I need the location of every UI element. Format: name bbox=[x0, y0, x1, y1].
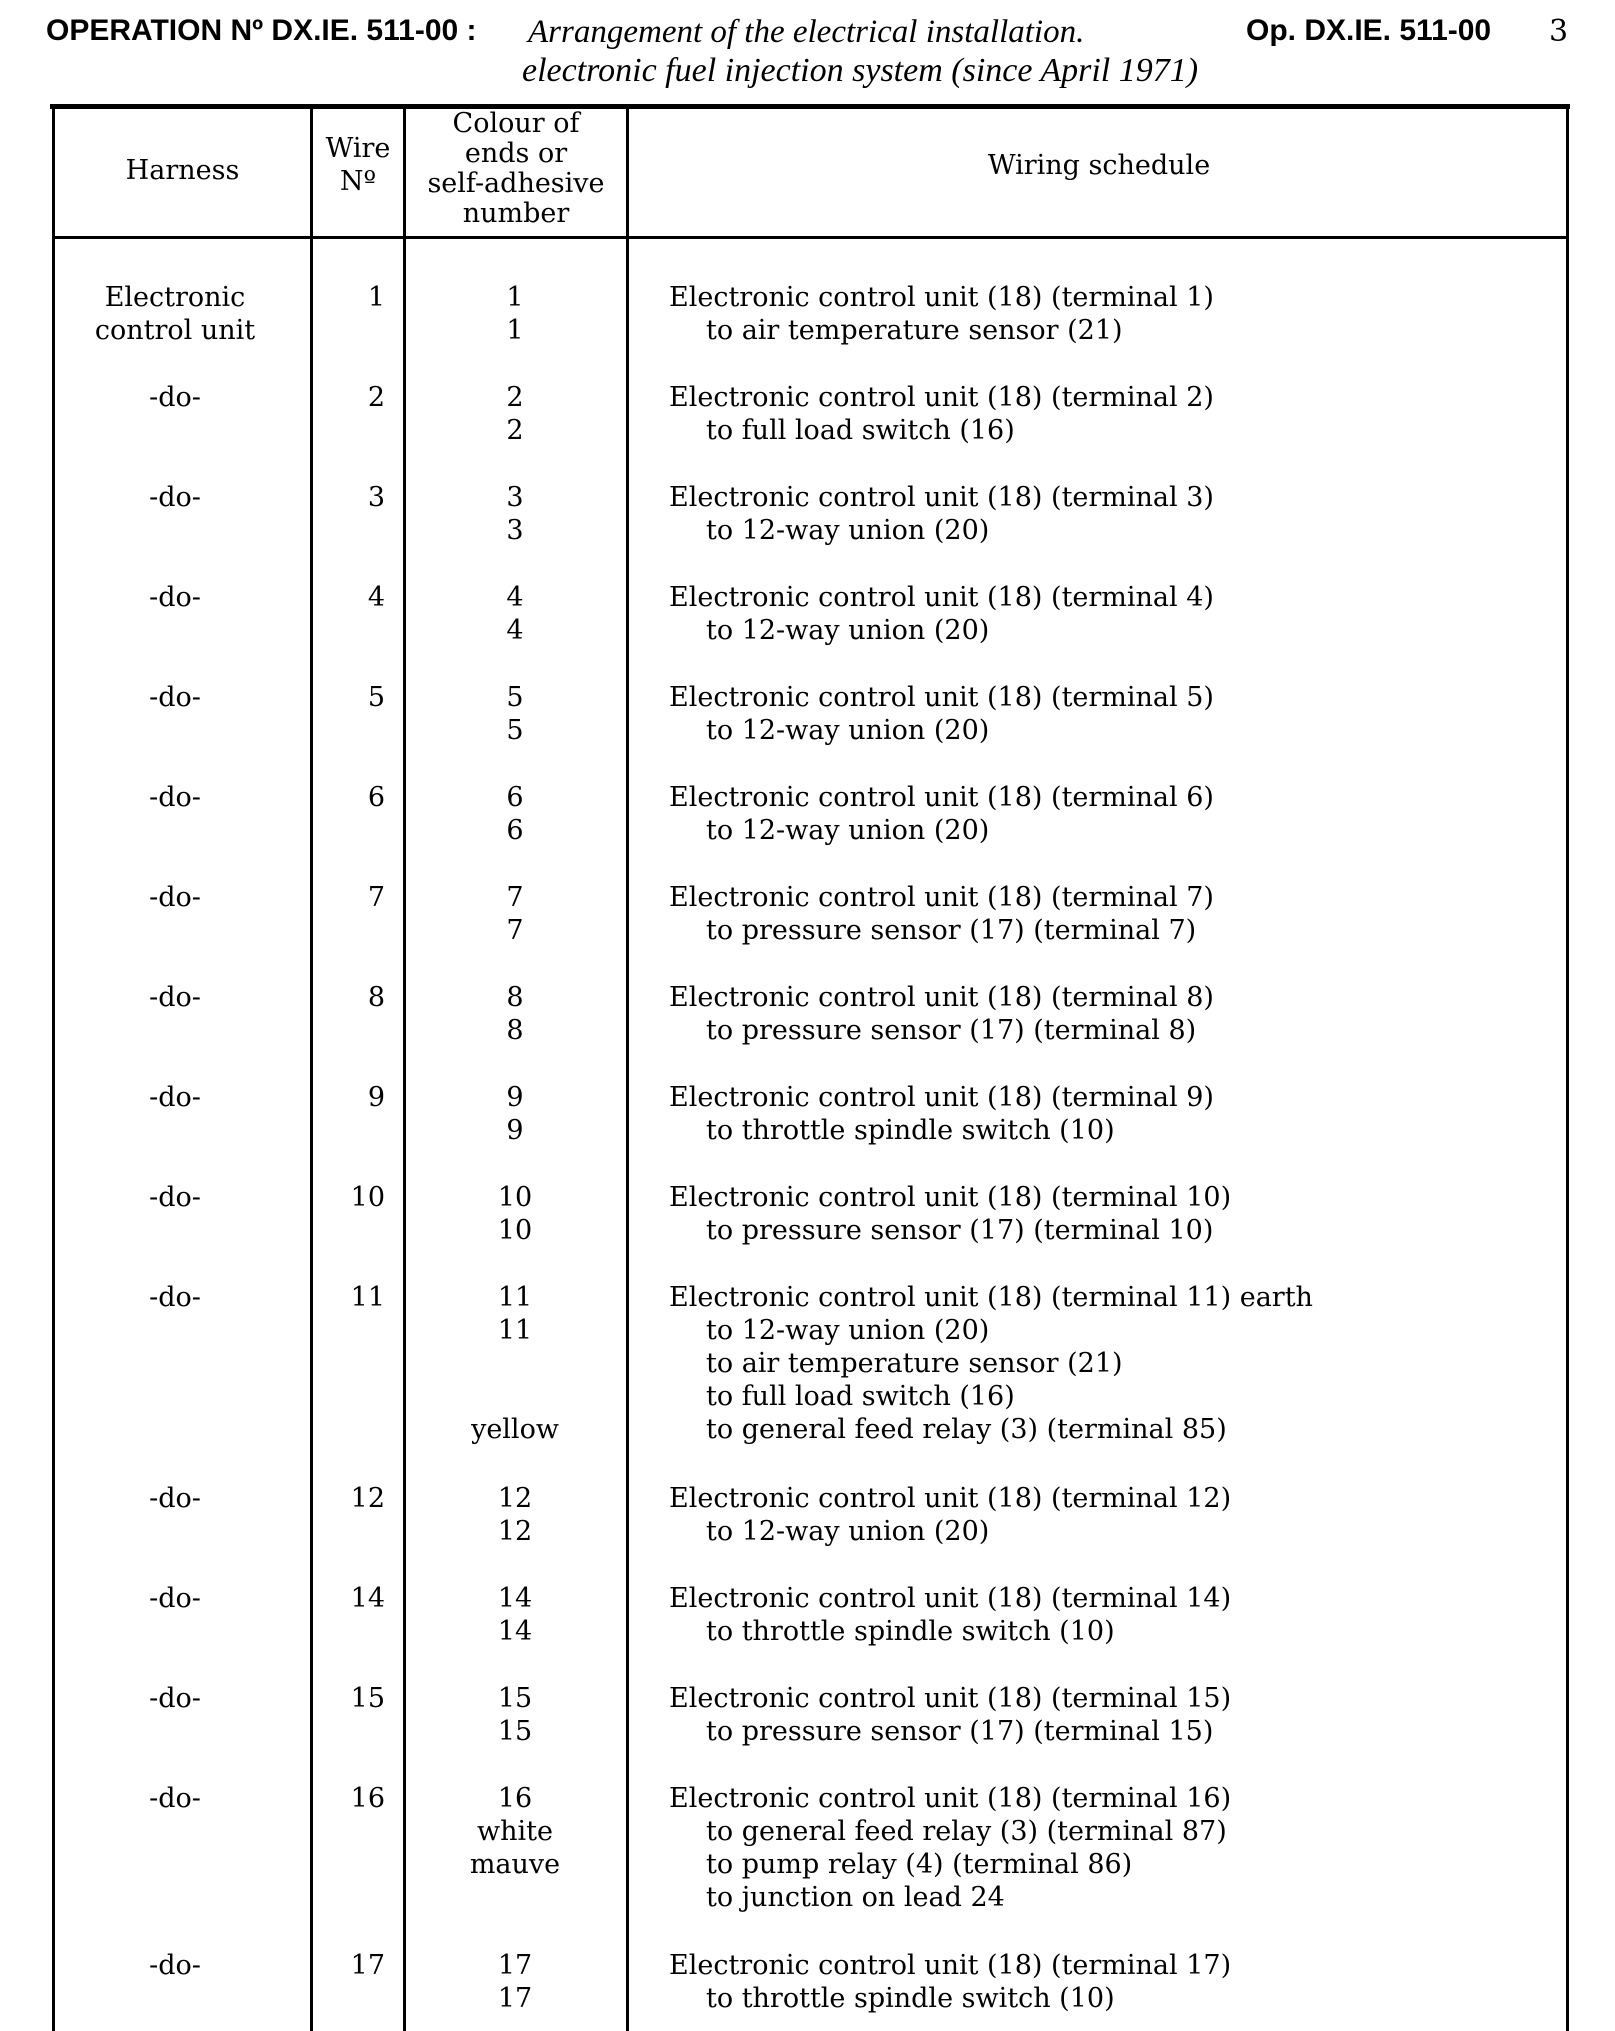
wire-number: 8 bbox=[367, 982, 385, 1013]
wire-number: 10 bbox=[350, 1182, 385, 1213]
schedule-cell bbox=[669, 681, 1549, 747]
colour-cell bbox=[406, 1949, 624, 2015]
colour-cell bbox=[406, 281, 624, 347]
harness-cell bbox=[55, 381, 295, 414]
colour-cell bbox=[406, 1281, 624, 1446]
schedule-source: Electronic control unit (18) (terminal 1) bbox=[669, 282, 1214, 313]
column-header-line: number bbox=[462, 198, 570, 229]
schedule-cell bbox=[669, 281, 1549, 347]
colour-text: 7 bbox=[506, 915, 524, 946]
harness-cell bbox=[55, 1482, 295, 1515]
colour-text: 1 bbox=[506, 315, 524, 346]
schedule-cell bbox=[669, 1281, 1549, 1446]
colour-text: 10 bbox=[497, 1215, 533, 1246]
schedule-destination: to throttle spindle switch (10) bbox=[706, 1115, 1115, 1146]
colour-cell bbox=[406, 581, 624, 647]
colour-text: white bbox=[477, 1816, 553, 1847]
schedule-destination: to junction on lead 24 bbox=[706, 1882, 1005, 1913]
colour-cell bbox=[406, 1181, 624, 1247]
schedule-source: Electronic control unit (18) (terminal 8) bbox=[669, 982, 1214, 1013]
harness-text: -do- bbox=[149, 1082, 201, 1113]
colour-text: 6 bbox=[506, 815, 524, 846]
colour-text: 5 bbox=[506, 682, 524, 713]
wire-number-cell bbox=[313, 781, 385, 814]
schedule-destination: to full load switch (16) bbox=[706, 415, 1015, 446]
harness-text: -do- bbox=[149, 1583, 201, 1614]
document-subtitle: electronic fuel injection system (since April 1971) bbox=[522, 52, 1199, 89]
colour-text bbox=[406, 1347, 624, 1380]
colour-text: 2 bbox=[506, 415, 524, 446]
harness-text: control unit bbox=[94, 315, 256, 346]
schedule-destination: to full load switch (16) bbox=[706, 1381, 1015, 1412]
harness-text: Electronic bbox=[104, 282, 246, 313]
schedule-cell bbox=[669, 1081, 1549, 1147]
colour-text: 11 bbox=[497, 1315, 533, 1346]
schedule-cell bbox=[669, 1482, 1549, 1548]
schedule-destination: to pressure sensor (17) (terminal 10) bbox=[706, 1215, 1214, 1246]
wire-number-cell bbox=[313, 1682, 385, 1715]
schedule-cell bbox=[669, 981, 1549, 1047]
harness-text: -do- bbox=[149, 782, 201, 813]
colour-cell bbox=[406, 781, 624, 847]
harness-text: -do- bbox=[149, 1683, 201, 1714]
harness-text: -do- bbox=[149, 1182, 201, 1213]
harness-cell bbox=[55, 1081, 295, 1114]
wire-number-cell bbox=[313, 1081, 385, 1114]
harness-cell bbox=[55, 281, 295, 347]
wire-number-cell bbox=[313, 981, 385, 1014]
colour-text: 14 bbox=[497, 1583, 533, 1614]
operation-reference: Op. DX.IE. 511-00 bbox=[1246, 14, 1492, 47]
harness-text: -do- bbox=[149, 1483, 201, 1514]
colour-text: 17 bbox=[497, 1983, 533, 2014]
schedule-destination: to throttle spindle switch (10) bbox=[706, 1983, 1115, 2014]
colour-text: 15 bbox=[497, 1716, 533, 1747]
colour-text: mauve bbox=[469, 1849, 561, 1880]
harness-cell bbox=[55, 581, 295, 614]
schedule-destination: to pressure sensor (17) (terminal 15) bbox=[706, 1716, 1214, 1747]
colour-text: 9 bbox=[506, 1115, 524, 1146]
colour-cell bbox=[406, 681, 624, 747]
colour-cell bbox=[406, 1782, 624, 1881]
harness-text: -do- bbox=[149, 882, 201, 913]
wire-number-cell bbox=[313, 1949, 385, 1982]
harness-cell bbox=[55, 681, 295, 714]
colour-text: 5 bbox=[506, 715, 524, 746]
colour-text: 3 bbox=[506, 515, 524, 546]
schedule-destination: to 12-way union (20) bbox=[706, 615, 990, 646]
schedule-cell bbox=[669, 1782, 1549, 1914]
schedule-cell bbox=[669, 1181, 1549, 1247]
colour-text: 4 bbox=[506, 582, 524, 613]
schedule-destination: to 12-way union (20) bbox=[706, 715, 990, 746]
harness-cell bbox=[55, 1682, 295, 1715]
wire-number: 4 bbox=[367, 582, 385, 613]
table-header-divider bbox=[55, 236, 1566, 239]
column-header-colour bbox=[406, 109, 626, 229]
schedule-cell bbox=[669, 881, 1549, 947]
schedule-destination: to pressure sensor (17) (terminal 7) bbox=[706, 915, 1197, 946]
wire-number-cell bbox=[313, 1782, 385, 1815]
wire-number: 9 bbox=[367, 1082, 385, 1113]
schedule-source: Electronic control unit (18) (terminal 7) bbox=[669, 882, 1214, 913]
colour-text: 4 bbox=[506, 615, 524, 646]
schedule-source: Electronic control unit (18) (terminal 14) bbox=[669, 1583, 1232, 1614]
harness-cell bbox=[55, 981, 295, 1014]
colour-cell bbox=[406, 1582, 624, 1648]
schedule-destination: to general feed relay (3) (terminal 85) bbox=[706, 1414, 1227, 1445]
schedule-destination: to 12-way union (20) bbox=[706, 815, 990, 846]
colour-cell bbox=[406, 1482, 624, 1548]
document-header bbox=[0, 0, 1615, 100]
wire-number-cell bbox=[313, 481, 385, 514]
wire-number: 15 bbox=[350, 1683, 385, 1714]
colour-text: 8 bbox=[506, 1015, 524, 1046]
harness-text: -do- bbox=[149, 482, 201, 513]
harness-cell bbox=[55, 1582, 295, 1615]
wire-number-cell bbox=[313, 881, 385, 914]
colour-text: 12 bbox=[497, 1483, 533, 1514]
wire-number-cell bbox=[313, 581, 385, 614]
schedule-destination: to 12-way union (20) bbox=[706, 1516, 990, 1547]
colour-text: 3 bbox=[506, 482, 524, 513]
colour-cell bbox=[406, 881, 624, 947]
harness-cell bbox=[55, 1949, 295, 1982]
schedule-destination: to 12-way union (20) bbox=[706, 1315, 990, 1346]
schedule-source: Electronic control unit (18) (terminal 3) bbox=[669, 482, 1214, 513]
colour-text: 12 bbox=[497, 1516, 533, 1547]
colour-cell bbox=[406, 1682, 624, 1748]
harness-cell bbox=[55, 781, 295, 814]
schedule-cell bbox=[669, 1582, 1549, 1648]
schedule-source: Electronic control unit (18) (terminal 11) earth bbox=[669, 1282, 1313, 1313]
colour-text: 10 bbox=[497, 1182, 533, 1213]
wire-number-cell bbox=[313, 1281, 385, 1314]
colour-cell bbox=[406, 1081, 624, 1147]
column-header-line: Nº bbox=[339, 166, 377, 197]
column-header-schedule: Wiring schedule bbox=[987, 150, 1211, 181]
schedule-cell bbox=[669, 781, 1549, 847]
schedule-source: Electronic control unit (18) (terminal 12) bbox=[669, 1483, 1232, 1514]
harness-text: -do- bbox=[149, 1783, 201, 1814]
wire-number-cell bbox=[313, 1181, 385, 1214]
colour-text: yellow bbox=[471, 1414, 559, 1445]
colour-text: 2 bbox=[506, 382, 524, 413]
wire-number: 12 bbox=[350, 1483, 385, 1514]
harness-cell bbox=[55, 1281, 295, 1314]
colour-text: 1 bbox=[506, 282, 524, 313]
schedule-source: Electronic control unit (18) (terminal 2) bbox=[669, 382, 1214, 413]
colour-cell bbox=[406, 381, 624, 447]
schedule-source: Electronic control unit (18) (terminal 17) bbox=[669, 1950, 1232, 1981]
wire-number: 6 bbox=[367, 782, 385, 813]
schedule-cell bbox=[669, 481, 1549, 547]
schedule-cell bbox=[669, 381, 1549, 447]
colour-text: 8 bbox=[506, 982, 524, 1013]
harness-text: -do- bbox=[149, 382, 201, 413]
wire-number: 11 bbox=[350, 1282, 385, 1313]
schedule-destination: to 12-way union (20) bbox=[706, 515, 990, 546]
colour-cell bbox=[406, 481, 624, 547]
schedule-source: Electronic control unit (18) (terminal 10) bbox=[669, 1182, 1232, 1213]
harness-cell bbox=[55, 881, 295, 914]
colour-text: 6 bbox=[506, 782, 524, 813]
harness-cell bbox=[55, 1782, 295, 1815]
schedule-cell bbox=[669, 581, 1549, 647]
colour-text: 15 bbox=[497, 1683, 533, 1714]
wire-number: 3 bbox=[367, 482, 385, 513]
wire-number: 5 bbox=[367, 682, 385, 713]
colour-text bbox=[406, 1380, 624, 1413]
column-header-harness: Harness bbox=[125, 155, 240, 186]
column-header-line: Colour of bbox=[452, 108, 580, 139]
operation-number: OPERATION Nº DX.IE. 511-00 : bbox=[46, 14, 477, 47]
schedule-destination: to air temperature sensor (21) bbox=[706, 315, 1123, 346]
colour-text: 14 bbox=[497, 1616, 533, 1647]
schedule-source: Electronic control unit (18) (terminal 4) bbox=[669, 582, 1214, 613]
wire-number-cell bbox=[313, 281, 385, 314]
schedule-source: Electronic control unit (18) (terminal 5) bbox=[669, 682, 1214, 713]
schedule-destination: to pressure sensor (17) (terminal 8) bbox=[706, 1015, 1197, 1046]
wiring-table bbox=[52, 109, 1569, 2031]
harness-text: -do- bbox=[149, 1282, 201, 1313]
column-header-wire bbox=[313, 132, 403, 198]
column-divider bbox=[626, 109, 629, 2031]
harness-text: -do- bbox=[149, 682, 201, 713]
wire-number-cell bbox=[313, 681, 385, 714]
schedule-source: Electronic control unit (18) (terminal 16) bbox=[669, 1783, 1232, 1814]
harness-text: -do- bbox=[149, 982, 201, 1013]
schedule-destination: to general feed relay (3) (terminal 87) bbox=[706, 1816, 1227, 1847]
wire-number: 16 bbox=[350, 1783, 385, 1814]
wire-number-cell bbox=[313, 1482, 385, 1515]
document-title: Arrangement of the electrical installation. bbox=[528, 14, 1085, 50]
schedule-source: Electronic control unit (18) (terminal 6) bbox=[669, 782, 1214, 813]
wire-number: 17 bbox=[350, 1950, 385, 1981]
schedule-source: Electronic control unit (18) (terminal 15) bbox=[669, 1683, 1232, 1714]
column-header-line: Wire bbox=[325, 133, 391, 164]
wire-number: 7 bbox=[367, 882, 385, 913]
schedule-cell bbox=[669, 1682, 1549, 1748]
colour-text: 9 bbox=[506, 1082, 524, 1113]
wire-number-cell bbox=[313, 1582, 385, 1615]
column-header-line: ends or bbox=[464, 138, 568, 169]
wire-number-cell bbox=[313, 381, 385, 414]
harness-cell bbox=[55, 1181, 295, 1214]
colour-text: 7 bbox=[506, 882, 524, 913]
harness-text: -do- bbox=[149, 1950, 201, 1981]
colour-text: 17 bbox=[497, 1950, 533, 1981]
wire-number: 2 bbox=[367, 382, 385, 413]
column-header-line: self-adhesive bbox=[427, 168, 605, 199]
schedule-destination: to throttle spindle switch (10) bbox=[706, 1616, 1115, 1647]
schedule-source: Electronic control unit (18) (terminal 9) bbox=[669, 1082, 1214, 1113]
schedule-cell bbox=[669, 1949, 1549, 2015]
colour-text: 11 bbox=[497, 1282, 533, 1313]
page-number: 3 bbox=[1549, 14, 1569, 49]
harness-cell bbox=[55, 481, 295, 514]
wire-number: 14 bbox=[350, 1583, 385, 1614]
schedule-destination: to pump relay (4) (terminal 86) bbox=[706, 1849, 1133, 1880]
harness-text: -do- bbox=[149, 582, 201, 613]
schedule-destination: to air temperature sensor (21) bbox=[706, 1348, 1123, 1379]
colour-text: 16 bbox=[497, 1783, 533, 1814]
wire-number: 1 bbox=[367, 282, 385, 313]
colour-cell bbox=[406, 981, 624, 1047]
